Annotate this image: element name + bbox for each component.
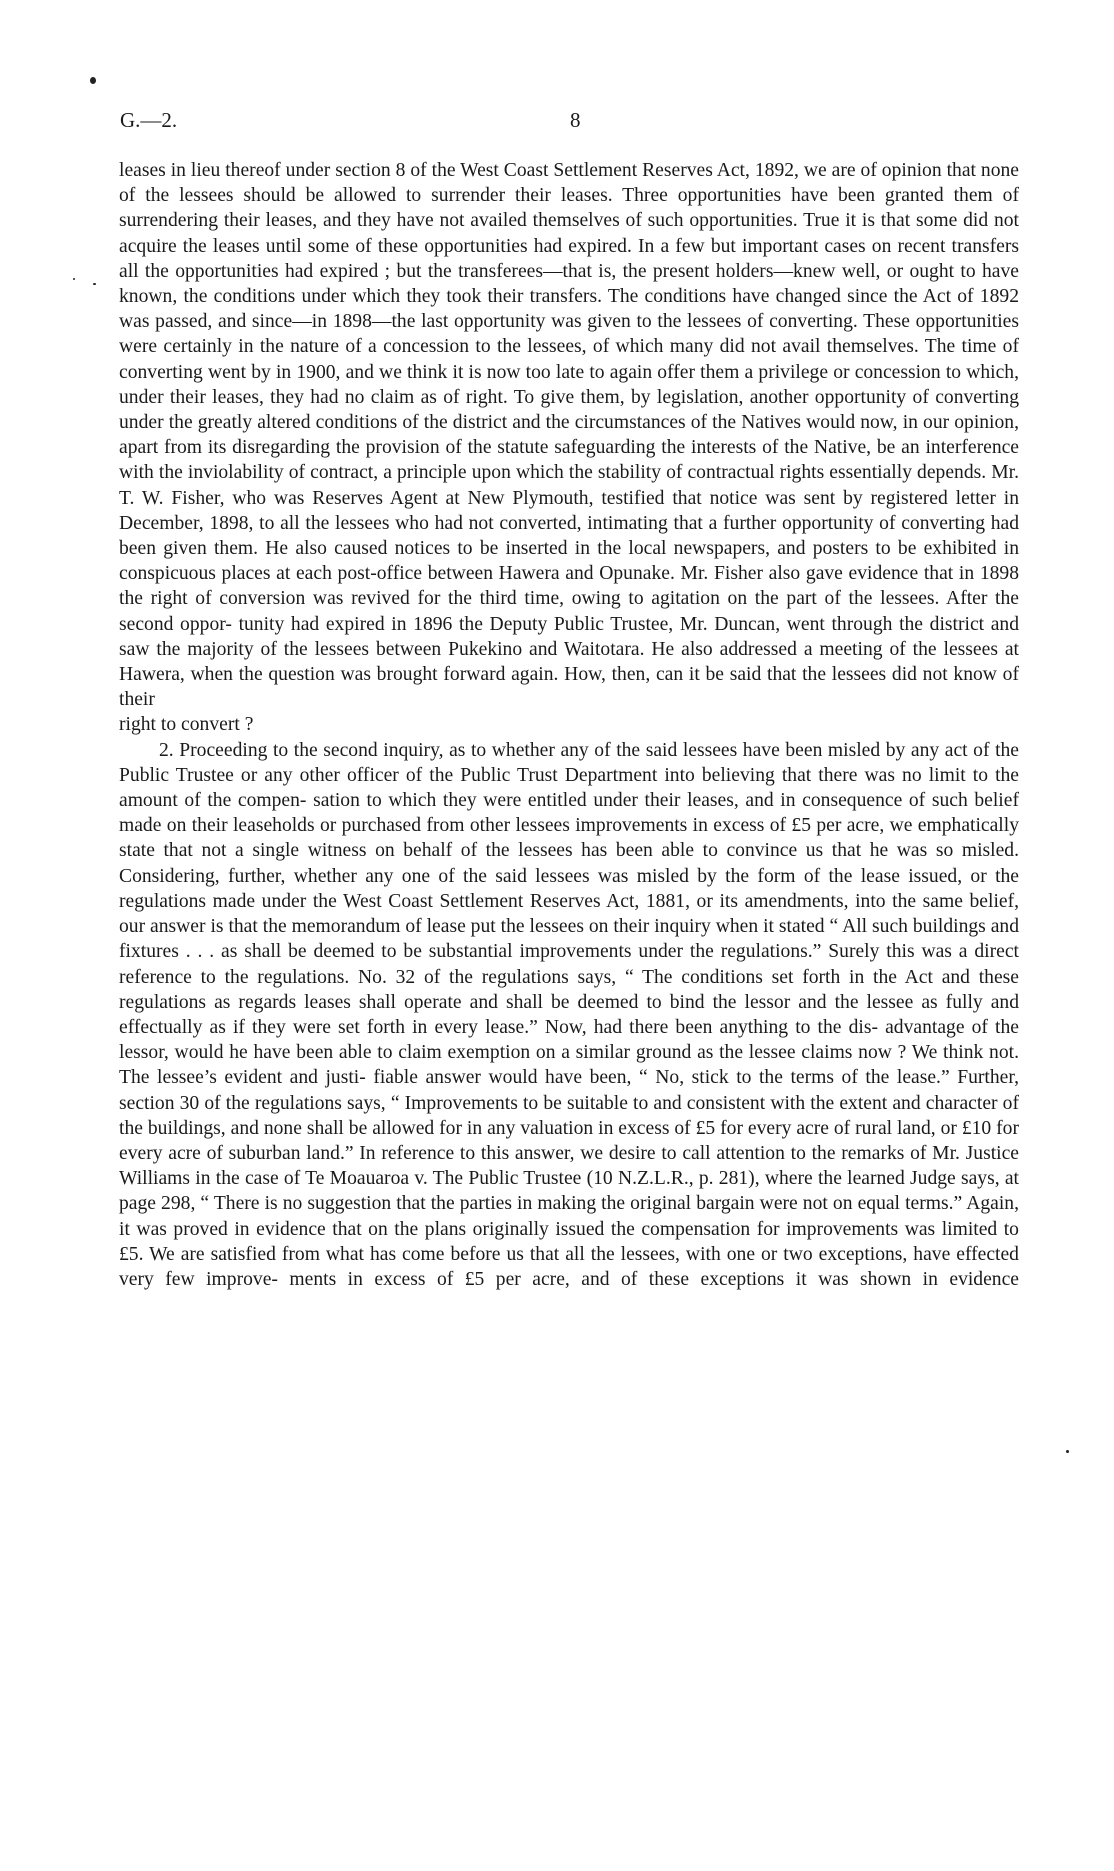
text-line: also caused notices to be inserted in the local newspapers, and posters to be exhibited (295, 538, 997, 560)
text-line: forward again. How, then, can it be said that the lessees did not know of their (119, 664, 1020, 711)
text-line: (10 N.Z.L.R., p. 281), where the learned Judge says, at page 298, “ There is no (119, 1168, 1020, 1215)
text-line: the interests of the Native, be an interference with the inviolability of contract, a (119, 437, 1020, 484)
text-line: Again, it was proved in evidence that on the plans originally issued the compensation (119, 1193, 1019, 1240)
text-line: excess of £5 per acre, we emphatically state that not a single witness on behalf of (119, 815, 1019, 862)
body-text (119, 158, 1019, 1292)
text-line: did not acquire the leases until some of these opportunities had expired. In a few (119, 210, 1020, 257)
text-line: to the lessees of converting. These opportunities were certainly in the nature of a (119, 311, 1019, 358)
paragraph-end-line (119, 712, 1019, 737)
text-line: and shall be deemed to bind the lessor and the lessee as fully and effectually as if (119, 991, 1020, 1038)
text-line: tunity had expired in 1896 the Deputy Public Trustee, Mr. Duncan, went through the (238, 613, 924, 635)
text-line: the regulations made under the West Coast Settlement Reserves Act, 1881, or its (119, 865, 1019, 912)
text-line: leases. Three opportunities have been granted them of surrendering their leases, (119, 185, 1020, 232)
text-line: suburban land.” In reference to this answer, we desire to call attention to the (228, 1142, 836, 1164)
text-line: Department into believing that there was no limit to the amount of the compen- (119, 764, 1020, 812)
text-line: T. W. Fisher, who was Reserves Agent at New Plymouth, testified that notice was (119, 487, 796, 509)
scan-speck (93, 283, 96, 285)
text-line: ments in excess of £5 per acre, and of these exceptions it was shown in evidence (289, 1268, 1019, 1290)
text-line: privilege or concession to which, under their leases, they had no claim as of right. (119, 361, 1020, 408)
text-line: advantage of the lessor, would he have been able to claim exemption on a similar (119, 1016, 1019, 1064)
text-line: also addressed a meeting of the lessees at Hawera, when the question was brought (119, 638, 1019, 686)
text-line: third time, owing to agitation on the part of the lessees. After the second oppor- (119, 588, 1019, 635)
text-line: been misled by any act of the Public Trustee or any other officer of the Public Trust (119, 739, 1020, 786)
text-line: suggestion that the parties in making the original bargain were not on equal terms.” (307, 1193, 963, 1215)
text-line: whether any one of the said lessees was misled by the form of the lease issued, or (293, 865, 987, 887)
text-line: leases in lieu thereof under section 8 of the West Coast Settlement Reserves Act, (119, 160, 750, 181)
text-line: in our opinion, apart from its disregarding the provision of the statute safeguarding (119, 412, 1019, 459)
text-line: as shall be deemed to be substantial improvements under the regulations.” Surely (221, 941, 880, 963)
text-line: To give them, by legislation, another opportunity of converting under the greatly (119, 386, 1019, 434)
page-number: 8 (570, 108, 581, 132)
text-line: intimating that a further opportunity of converting had been given them. He (119, 512, 1020, 560)
text-line: transferees—that is, the present holders—knew well, or ought to have known, the (119, 260, 1019, 308)
text-line: principle upon which the stability of contractual rights essentially depends. Mr. (396, 462, 1019, 484)
paragraph-second-inquiry (119, 738, 1019, 1292)
text-line: us that all the lessees, with one or two exceptions, have effected very few improve- (119, 1243, 1019, 1290)
text-line: valuation in excess of £5 for every acre of rural land, or £10 for every acre of (119, 1117, 1019, 1164)
text-line: the lessees has been able to convince us that he was so misled. Considering, further, (119, 840, 1019, 887)
page-header (120, 108, 1020, 138)
text-line: section 30 of the regulations says, “ Improvements to be suitable to and consistent (119, 1092, 766, 1114)
text-line: altered conditions of the district and the circumstances of the Natives would now, (257, 412, 898, 434)
text-line: since the Act of 1892 was passed, and since—in 1898—the last opportunity was given (119, 286, 1019, 333)
text-line: but important cases on recent transfers all the opportunities had expired ; but the (119, 235, 1019, 282)
text-line: 2. Proceeding to the second inquiry, as to whether any of the said lessees have (159, 739, 780, 761)
scan-speck (90, 77, 96, 84)
text-line: belief made on their leaseholds or purchased from other lessees improvements in (119, 790, 1019, 837)
text-line: Fisher also gave evidence that in 1898 the right of conversion was revived for the (119, 563, 1020, 610)
text-line: the lessees on their inquiry when it stated “ All such buildings and fixtures . . . (119, 916, 1020, 963)
text-line: converting went by in 1900, and we think it is now too late to again offer them a (119, 361, 754, 383)
text-line: conditions set forth in the Act and these regulations as regards leases shall operate (119, 966, 1019, 1013)
text-line: sent by registered letter in December, 1898, to all the lessees who had not converted, (119, 487, 1019, 534)
text-line: 1892, we are of opinion that none of the lessees should be allowed to surrender their (119, 160, 1020, 207)
scan-speck (73, 278, 75, 280)
text-line: remarks of Mr. Justice Williams in the case of Te Moauaroa v. The Public Trustee (119, 1142, 1019, 1190)
text-line: concession to the lessees, of which many did not avail themselves. The time of (383, 336, 1019, 358)
text-line: with the extent and character of the buildings, and none shall be allowed for in any (119, 1092, 1019, 1139)
text-line: and they have not availed themselves of such opportunities. True it is that some (323, 210, 958, 232)
text-line: district and saw the majority of the lessees between Pukekino and Waitotara. He (119, 613, 1020, 660)
text-line: this was a direct reference to the regulations. No. 32 of the regulations says, “ The (119, 941, 1019, 988)
text-line: in conspicuous places at each post-office between Hawera and Opunake. Mr. (119, 538, 1019, 585)
paragraph-continuation (119, 158, 1019, 712)
text-line: sation to which they were entitled under their leases, and in consequence of such (313, 790, 968, 812)
text-line: fiable answer would have been, “ No, stick to the terms of the lease.” Further, (373, 1067, 1020, 1089)
text-line: they were set forth in every lease.” Now, had there been anything to the dis- (252, 1016, 878, 1038)
text-line: right to convert ? (119, 714, 254, 736)
scan-speck (1066, 1450, 1069, 1453)
text-line: for improvements was limited to £5. We are satisfied from what has come before (119, 1218, 1019, 1265)
document-reference: G.—2. (120, 108, 178, 132)
text-line: ground as the lessee claims now ? We think not. The lessee’s evident and justi- (119, 1042, 1019, 1089)
text-line: conditions under which they took their transfers. The conditions have changed (213, 286, 841, 308)
text-line: amendments, into the same belief, our answer is that the memorandum of lease put (119, 890, 1020, 938)
